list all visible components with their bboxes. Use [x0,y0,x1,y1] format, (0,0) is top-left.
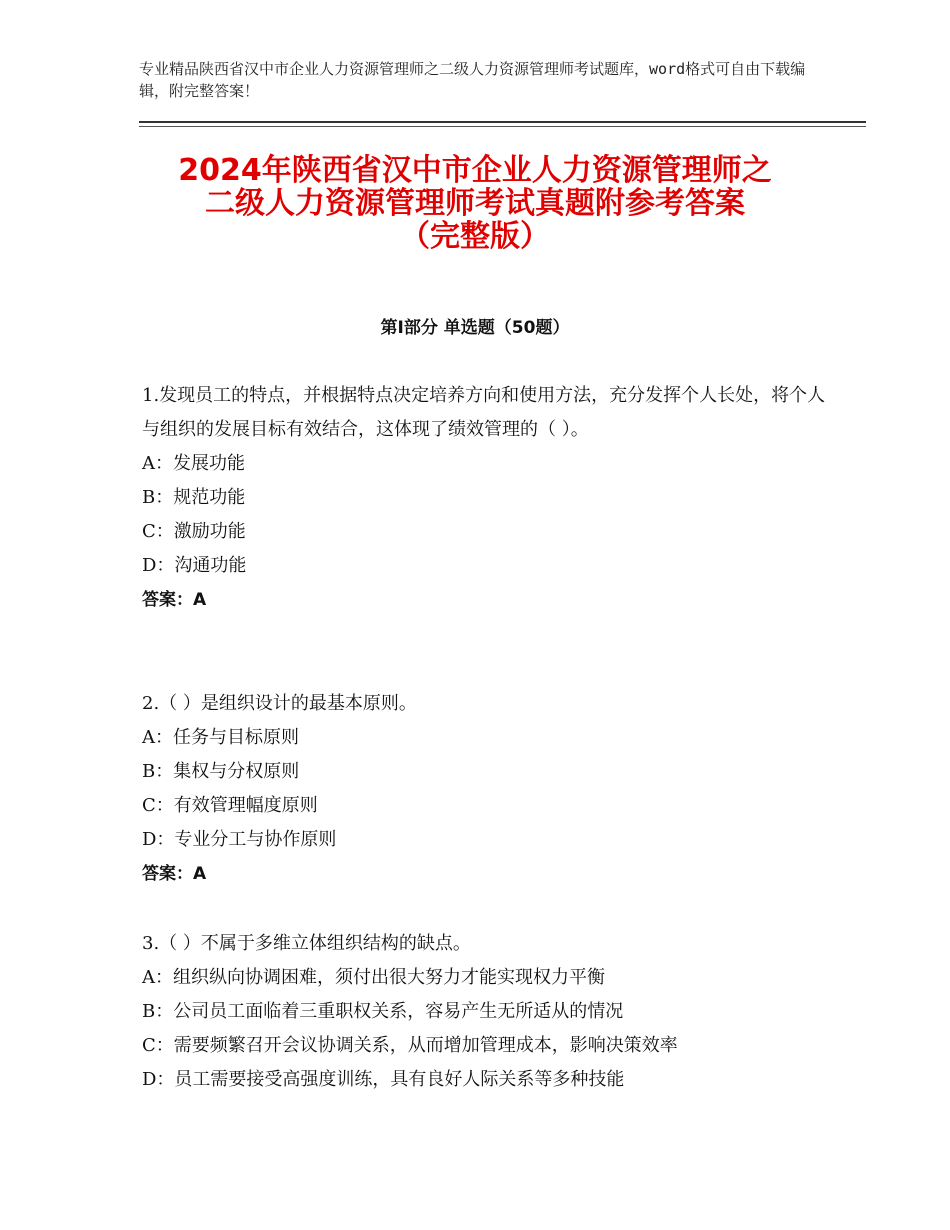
option-d: D：沟通功能 [142,555,247,576]
option-b: B：集权与分权原则 [142,761,300,782]
header-divider-thin [139,126,866,127]
option-c: C：有效管理幅度原则 [142,795,318,816]
option-a: A：任务与目标原则 [142,727,299,748]
answer-line: 答案：A [142,864,207,884]
question-2 [142,687,832,891]
header-note: 专业精品陕西省汉中市企业人力资源管理师之二级人力资源管理师考试题库，word格式可自由下载编辑，附完整答案！ [139,60,806,100]
header-divider [139,121,866,123]
question-stem: 3.（ ）不属于多维立体组织结构的缺点。 [142,933,471,954]
option-d: D：专业分工与协作原则 [142,829,337,850]
question-1 [142,379,832,617]
option-c: C：需要频繁召开会议协调关系，从而增加管理成本，影响决策效率 [142,1035,678,1056]
question-stem: 1.发现员工的特点，并根据特点决定培养方向和使用方法，充分发挥个人长处，将个人与组织的发展目标有效结合，这体现了绩效管理的（ ）。 [142,385,826,440]
option-d: D：员工需要接受高强度训练，具有良好人际关系等多种技能 [142,1069,625,1090]
option-b: B：公司员工面临着三重职权关系，容易产生无所适从的情况 [142,1001,624,1022]
document-title [100,154,850,253]
title-line-1: 2024年陕西省汉中市企业人力资源管理师之 [178,153,772,188]
section-heading: 第Ⅰ部分 单选题（50题） [380,318,570,338]
question-stem: 2.（ ）是组织设计的最基本原则。 [142,693,417,714]
title-line-3: （完整版） [400,219,550,254]
title-line-2: 二级人力资源管理师考试真题附参考答案 [205,186,745,221]
option-b: B：规范功能 [142,487,246,508]
question-3 [142,927,832,1097]
option-c: C：激励功能 [142,521,246,542]
option-a: A：发展功能 [142,453,245,474]
option-a: A：组织纵向协调困难，须付出很大努力才能实现权力平衡 [142,967,605,988]
answer-line: 答案：A [142,590,207,610]
